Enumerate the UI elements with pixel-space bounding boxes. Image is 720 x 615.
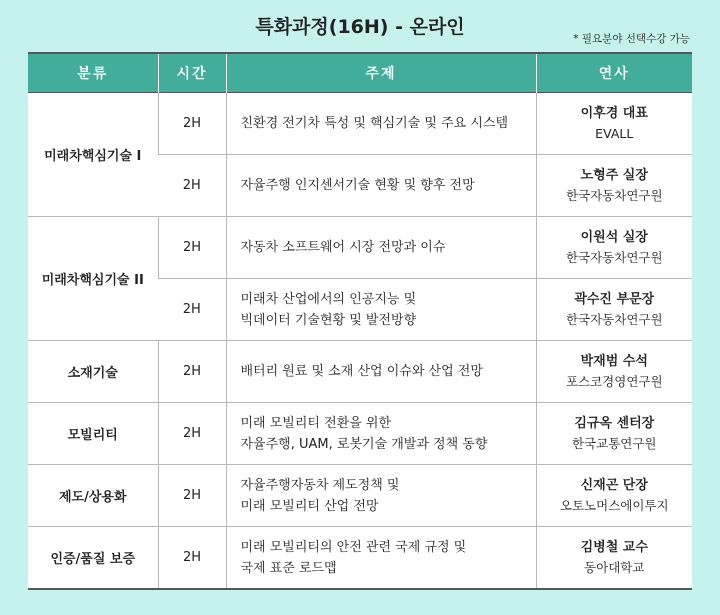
topic-cell: [226, 217, 536, 279]
topic-cell: [226, 465, 536, 527]
topic-line: 배터리 원료 및 소재 산업 이슈와 산업 전망: [240, 364, 483, 379]
topic-line: 자율주행, UAM, 로봇기술 개발과 정책 동향: [240, 436, 488, 452]
table-row: [28, 403, 692, 465]
table-header-row: [28, 53, 692, 93]
speaker-name: 신재곤 단장: [580, 477, 648, 493]
topic-line: 국제 표준 로드맵: [240, 560, 337, 576]
time-cell: 2H: [158, 527, 226, 590]
speaker-name: 곽수진 부문장: [574, 291, 655, 307]
topic-line: 미래 모빌리티 전환을 위한: [240, 415, 392, 431]
category-cell: 미래차핵심기술 II: [28, 217, 158, 341]
speaker-name: 김규옥 센터장: [574, 415, 655, 431]
speaker-cell: [536, 279, 692, 341]
speaker-name: 이원석 실장: [580, 229, 648, 245]
speaker-org: 한국자동차연구원: [565, 187, 663, 203]
topic-line: 친환경 전기차 특성 및 핵심기술 및 주요 시스템: [240, 116, 509, 131]
topic-cell: [226, 527, 536, 590]
speaker-cell: [536, 527, 692, 590]
topic-cell: [226, 341, 536, 403]
speaker-cell: [536, 403, 692, 465]
header-time: 시간: [158, 53, 226, 93]
table-row: [28, 527, 692, 590]
speaker-org: 동아대학교: [584, 559, 645, 575]
elective-note: * 필요분야 선택수강 가능: [573, 33, 690, 45]
category-cell: 미래차핵심기술 I: [28, 93, 158, 217]
speaker-name: 노형주 실장: [580, 167, 648, 183]
speaker-org: 한국교통연구원: [571, 435, 657, 451]
page-title: 특화과정(16H) - 온라인: [255, 16, 465, 38]
time-cell: 2H: [158, 217, 226, 279]
topic-cell: [226, 155, 536, 217]
speaker-cell: [536, 93, 692, 155]
speaker-org: 포스코경영연구원: [565, 373, 663, 389]
speaker-cell: [536, 155, 692, 217]
speaker-org: EVALL: [595, 125, 634, 141]
table-row: [28, 93, 692, 155]
speaker-cell: [536, 217, 692, 279]
header-category: 분류: [28, 53, 158, 93]
category-cell: 제도/상용화: [28, 465, 158, 527]
speaker-name: 김병철 교수: [580, 539, 648, 555]
header-speaker: 연사: [536, 53, 692, 93]
topic-line: 빅데이터 기술현황 및 발전방향: [240, 312, 417, 328]
topic-line: 미래차 산업에서의 인공지능 및: [240, 291, 417, 307]
category-cell: 모빌리티: [28, 403, 158, 465]
topic-line: 미래 모빌리티 산업 전망: [240, 498, 379, 514]
speaker-name: 이후경 대표: [580, 105, 648, 121]
speaker-name: 박재범 수석: [580, 353, 648, 369]
category-cell: 소재기술: [28, 341, 158, 403]
topic-line: 자율주행 인지센서기술 현황 및 향후 전망: [240, 178, 475, 193]
topic-line: 자율주행자동차 제도정책 및: [240, 477, 400, 493]
time-cell: 2H: [158, 155, 226, 217]
category-cell: 인증/품질 보증: [28, 527, 158, 590]
time-cell: 2H: [158, 279, 226, 341]
table-row: [28, 341, 692, 403]
topic-line: 미래 모빌리티의 안전 관련 국제 규정 및: [240, 539, 467, 555]
time-cell: 2H: [158, 403, 226, 465]
speaker-org: 한국자동차연구원: [565, 311, 663, 327]
time-cell: 2H: [158, 341, 226, 403]
time-cell: 2H: [158, 93, 226, 155]
topic-cell: [226, 93, 536, 155]
topic-cell: [226, 403, 536, 465]
speaker-cell: [536, 341, 692, 403]
time-cell: 2H: [158, 465, 226, 527]
course-schedule-table: [28, 52, 692, 590]
topic-line: 자동차 소프트웨어 시장 전망과 이슈: [240, 240, 446, 255]
header-topic: 주제: [226, 53, 536, 93]
table-row: [28, 465, 692, 527]
topic-cell: [226, 279, 536, 341]
speaker-org: 오토노머스에이투지: [559, 497, 669, 513]
speaker-org: 한국자동차연구원: [565, 249, 663, 265]
table-row: [28, 217, 692, 279]
speaker-cell: [536, 465, 692, 527]
